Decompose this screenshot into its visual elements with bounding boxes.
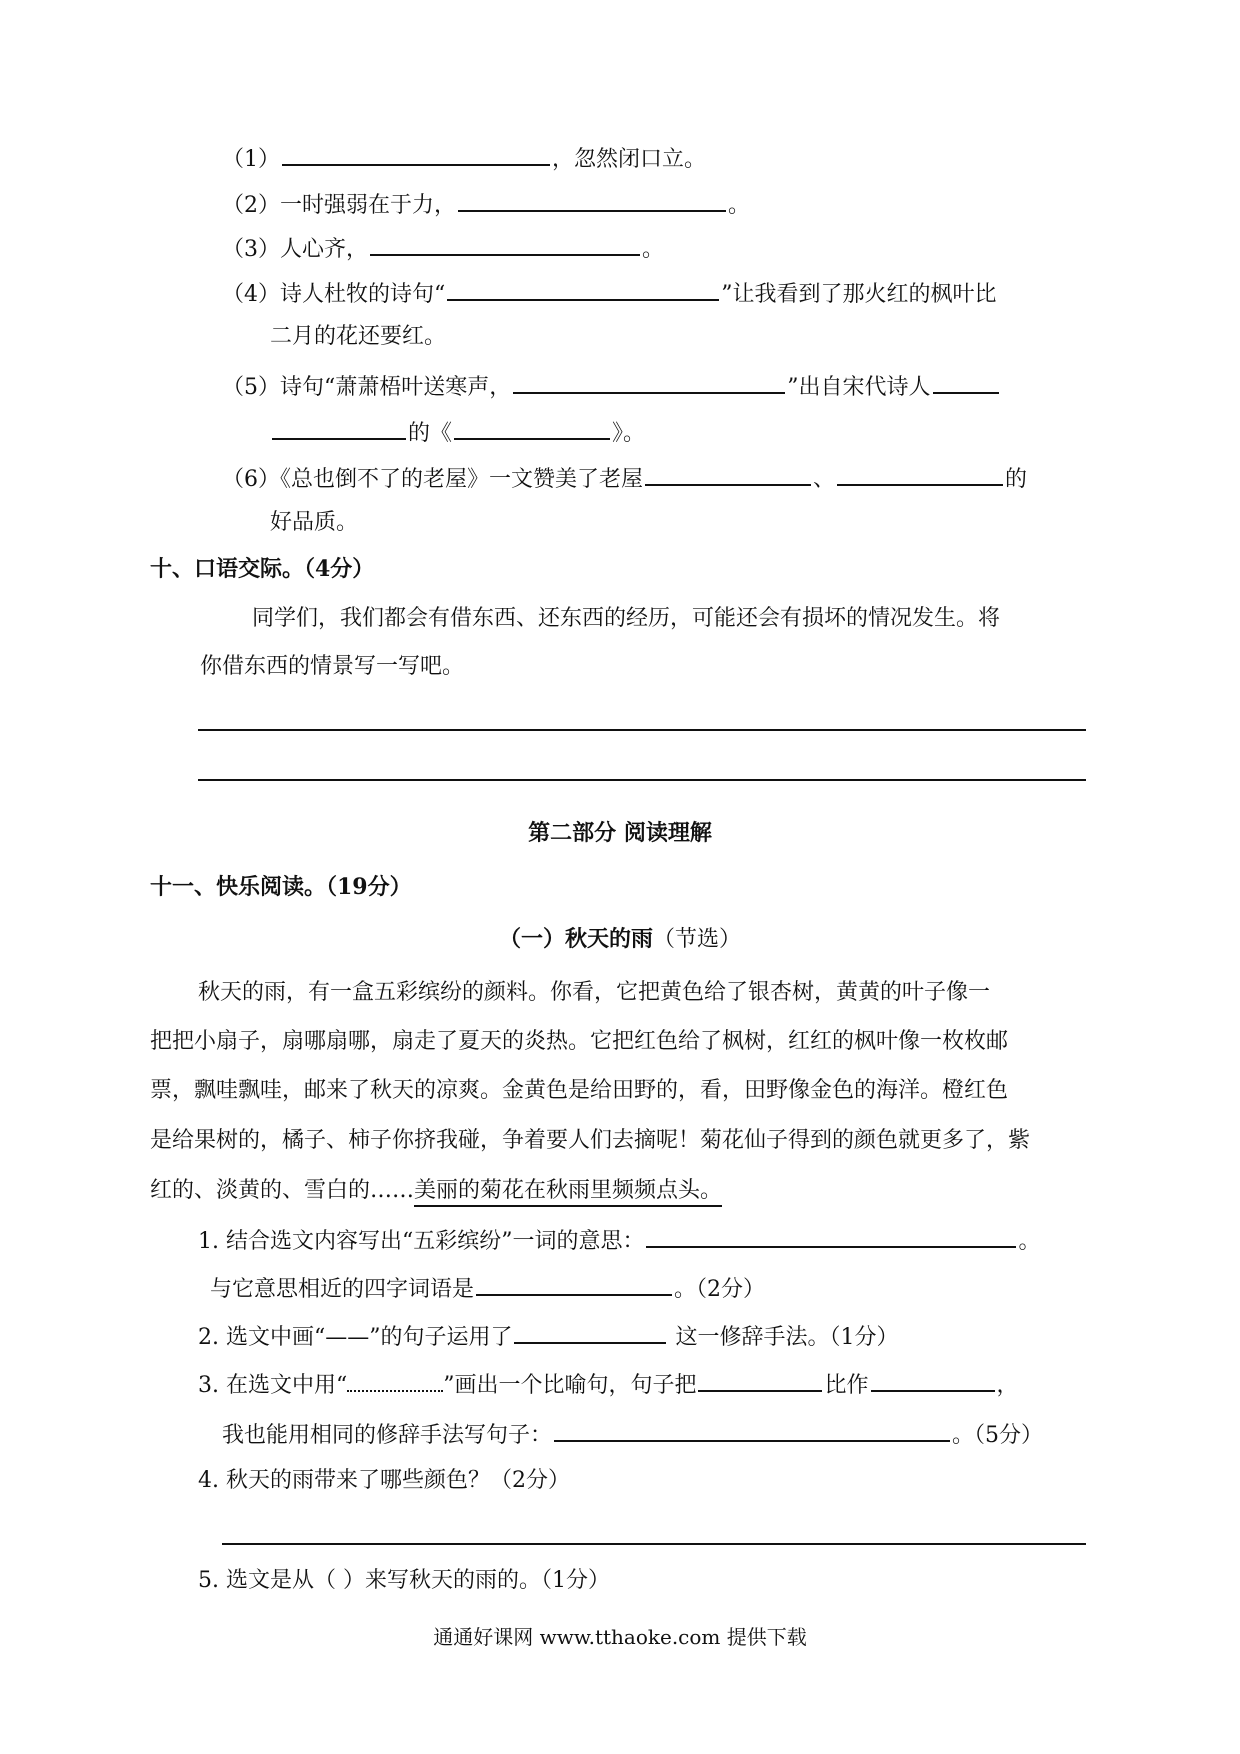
poem-num: （5） (222, 375, 280, 400)
question-text: 比作 (824, 1373, 869, 1398)
poem-line-6 (222, 462, 1027, 495)
answer-blank[interactable] (933, 370, 999, 394)
poem-text: 的 (1005, 467, 1028, 492)
question-4: 4. 秋天的雨带来了哪些颜色？（2分） (198, 1468, 570, 1493)
poem-line-2 (222, 188, 750, 221)
answer-blank[interactable] (454, 416, 610, 440)
poem-line-4-cont: 二月的花还要红。 (270, 324, 447, 349)
question-3b (222, 1418, 1043, 1451)
poem-text: 诗人杜牧的诗句“ (280, 282, 446, 307)
section-10-para: 你借东西的情景写一写吧。 (200, 654, 465, 679)
answer-blank[interactable] (476, 1272, 672, 1296)
answer-blank[interactable] (698, 1368, 822, 1392)
question-text: 2. 选文中画“——”的句子运用了 (198, 1325, 513, 1350)
page-footer: 通通好课网 www.tthaoke.com 提供下载 (433, 1625, 807, 1649)
poem-text: 》。 (612, 421, 646, 446)
answer-blank[interactable] (645, 462, 811, 486)
answer-blank[interactable] (514, 1320, 666, 1344)
answer-blank[interactable] (554, 1418, 950, 1442)
poem-num: （3） (222, 237, 280, 262)
poem-line-5 (222, 370, 1001, 403)
answer-blank[interactable] (370, 232, 640, 256)
poem-text: 。 (642, 237, 665, 262)
answer-blank[interactable] (513, 370, 785, 394)
answer-blank[interactable] (458, 188, 726, 212)
section-10-para: 同学们，我们都会有借东西、还东西的经历，可能还会有损坏的情况发生。将 (252, 606, 1001, 631)
answer-blank[interactable] (871, 1368, 995, 1392)
poem-num: （6） (222, 467, 280, 492)
writing-line[interactable] (198, 779, 1086, 781)
section-11-title: 十一、快乐阅读。（19分） (150, 874, 412, 900)
question-text: ， (996, 1373, 1019, 1398)
passage-line: 秋天的雨，有一盒五彩缤纷的颜料。你看，它把黄色给了银杏树，黄黄的叶子像一 (198, 980, 991, 1005)
poem-num: （1） (222, 147, 280, 172)
question-text: ”画出一个比喻句，句子把 (443, 1373, 697, 1398)
poem-num: （2） (222, 193, 280, 218)
answer-blank[interactable] (837, 462, 1003, 486)
section-10-title: 十、口语交际。（4分） (150, 556, 375, 582)
question-5: 5. 选文是从（ ）来写秋天的雨的。（1分） (198, 1568, 610, 1593)
poem-text: 。 (728, 193, 751, 218)
question-text: 3. 在选文中用“ (198, 1373, 348, 1398)
question-text: 1. 结合选文内容写出“五彩缤纷”一词的意思： (198, 1229, 645, 1254)
question-text: 与它意思相近的四字词语是 (210, 1277, 475, 1302)
poem-text: ，忽然闭口立。 (552, 147, 707, 172)
passage-title-note: （节选） (653, 927, 742, 952)
poem-text: ”出自宋代诗人 (787, 375, 931, 400)
writing-line[interactable] (222, 1543, 1086, 1545)
part-2-title: 第二部分 阅读理解 (528, 820, 712, 846)
passage-line: 票，飘哇飘哇，邮来了秋天的凉爽。金黄色是给田野的，看，田野像金色的海洋。橙红色 (150, 1078, 1009, 1103)
question-text: 。（2分） (674, 1277, 766, 1302)
question-text: 这一修辞手法。（1分） (675, 1325, 899, 1350)
passage-line (150, 1176, 722, 1206)
poem-text: 《总也倒不了的老屋》一文赞美了老屋 (280, 467, 644, 492)
wavy-line-mark (347, 1370, 443, 1392)
question-3 (198, 1368, 1019, 1401)
poem-text: ”让我看到了那火红的枫叶比 (721, 282, 997, 307)
poem-line-5-cont (270, 416, 645, 449)
poem-line-1 (222, 142, 706, 175)
question-2 (198, 1320, 898, 1353)
question-1 (198, 1224, 1041, 1257)
poem-text: 人心齐， (280, 237, 369, 262)
poem-line-4 (222, 277, 997, 310)
poem-text: 、 (813, 467, 836, 492)
passage-title-text: （一）秋天的雨 (498, 926, 653, 952)
poem-text: 的《 (408, 421, 453, 446)
underlined-sentence: 美丽的菊花在秋雨里频频点头。 (414, 1178, 722, 1207)
poem-num: （4） (222, 282, 280, 307)
passage-line: 是给果树的，橘子、柿子你挤我碰，争着要人们去摘呢！菊花仙子得到的颜色就更多了，紫 (150, 1128, 1031, 1153)
poem-text: 诗句“萧萧梧叶送寒声， (280, 375, 512, 400)
answer-blank[interactable] (646, 1224, 1016, 1248)
passage-text: 红的、淡黄的、雪白的…… (150, 1178, 415, 1203)
passage-title (0, 924, 1240, 955)
answer-blank[interactable] (282, 142, 550, 166)
answer-blank[interactable] (447, 277, 719, 301)
poem-line-6-cont: 好品质。 (270, 510, 359, 535)
question-text: 我也能用相同的修辞手法写句子： (222, 1423, 553, 1448)
poem-text: 一时强弱在于力， (280, 193, 457, 218)
poem-line-3 (222, 232, 664, 265)
question-text: 。 (1018, 1229, 1041, 1254)
passage-line: 把把小扇子，扇哪扇哪，扇走了夏天的炎热。它把红色给了枫树，红红的枫叶像一枚枚邮 (150, 1029, 1009, 1054)
answer-blank[interactable] (272, 416, 406, 440)
writing-line[interactable] (198, 729, 1086, 731)
question-1b (210, 1272, 765, 1305)
question-text: 。（5分） (952, 1423, 1044, 1448)
